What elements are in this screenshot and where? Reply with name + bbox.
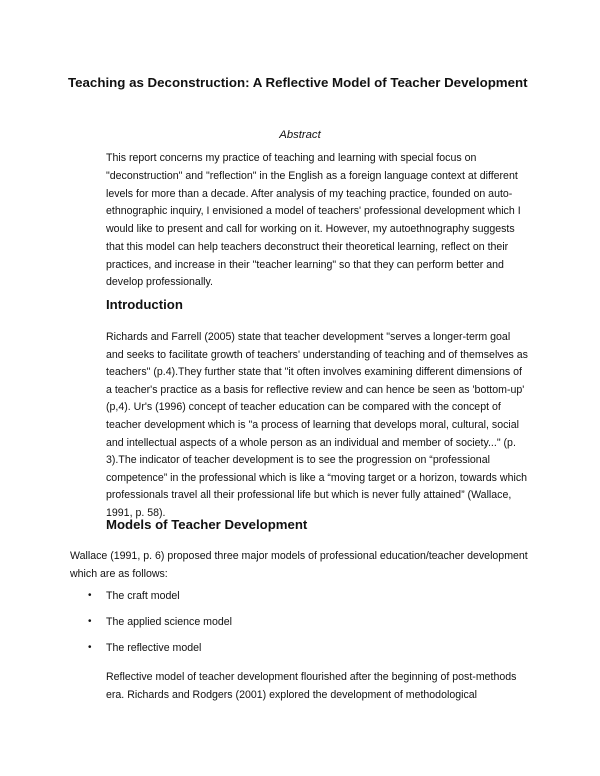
abstract-heading: Abstract <box>279 129 321 141</box>
abstract-paragraph: This report concerns my practice of teaching and learning with special focus on "deconstruction" and "reflection" in the English as a foreign language context at different levels for more than a decade. After analysis of my teaching practice, founded on auto-ethnographic inquiry, I envisioned a model of teachers' professional development which I would like to present and call for working on it. However, my autoethnography suggests that this model can help teachers deconstruct their theoretical learning, reflect on their practices, and increase in their "teacher learning" so that they can perform better and develop professionally. <box>106 152 521 289</box>
list-item <box>88 614 518 640</box>
list-item-label: The craft model <box>106 590 180 602</box>
introduction-heading: Introduction <box>106 297 183 312</box>
bullet-icon: • <box>88 616 92 627</box>
list-item <box>88 588 518 614</box>
bullet-icon: • <box>88 642 92 653</box>
bullet-icon: • <box>88 590 92 601</box>
page-title: Teaching as Deconstruction: A Reflective Model of Teacher Development <box>68 75 528 90</box>
list-item-label: The reflective model <box>106 642 202 654</box>
models-intro-paragraph: Wallace (1991, p. 6) proposed three major models of professional education/teacher development which are as follows: <box>70 550 528 580</box>
reflective-model-paragraph: Reflective model of teacher development flourished after the beginning of post-methods era. Richards and Rodgers (2001) explored the development of methodological <box>106 671 517 701</box>
introduction-paragraph: Richards and Farrell (2005) state that teacher development "serves a longer-term goal and seeks to facilitate growth of teachers' understanding of teaching and of themselves as teachers" (p.4).They further state that "it often involves examining different dimensions of a teacher's practice as a basis for reflective review and can hence be seen as 'bottom-up' (p,4). Ur's (1996) concept of teacher education can be compared with the concept of teacher development which is "a process of learning that develops moral, cultural, social and intellectual aspects of a whole person as an individual and member of society..." (p. 3).The indicator of teacher development is to see the progression on “professional competence” in the professional which is like a “moving target or a horizon, towards which professionals travel all their professional life but which is never fully attained” (Wallace, 1991, p. 58). <box>106 331 528 519</box>
list-item-label: The applied science model <box>106 616 233 628</box>
list-item <box>88 640 518 666</box>
models-list <box>88 588 518 666</box>
models-heading: Models of Teacher Development <box>106 517 308 532</box>
